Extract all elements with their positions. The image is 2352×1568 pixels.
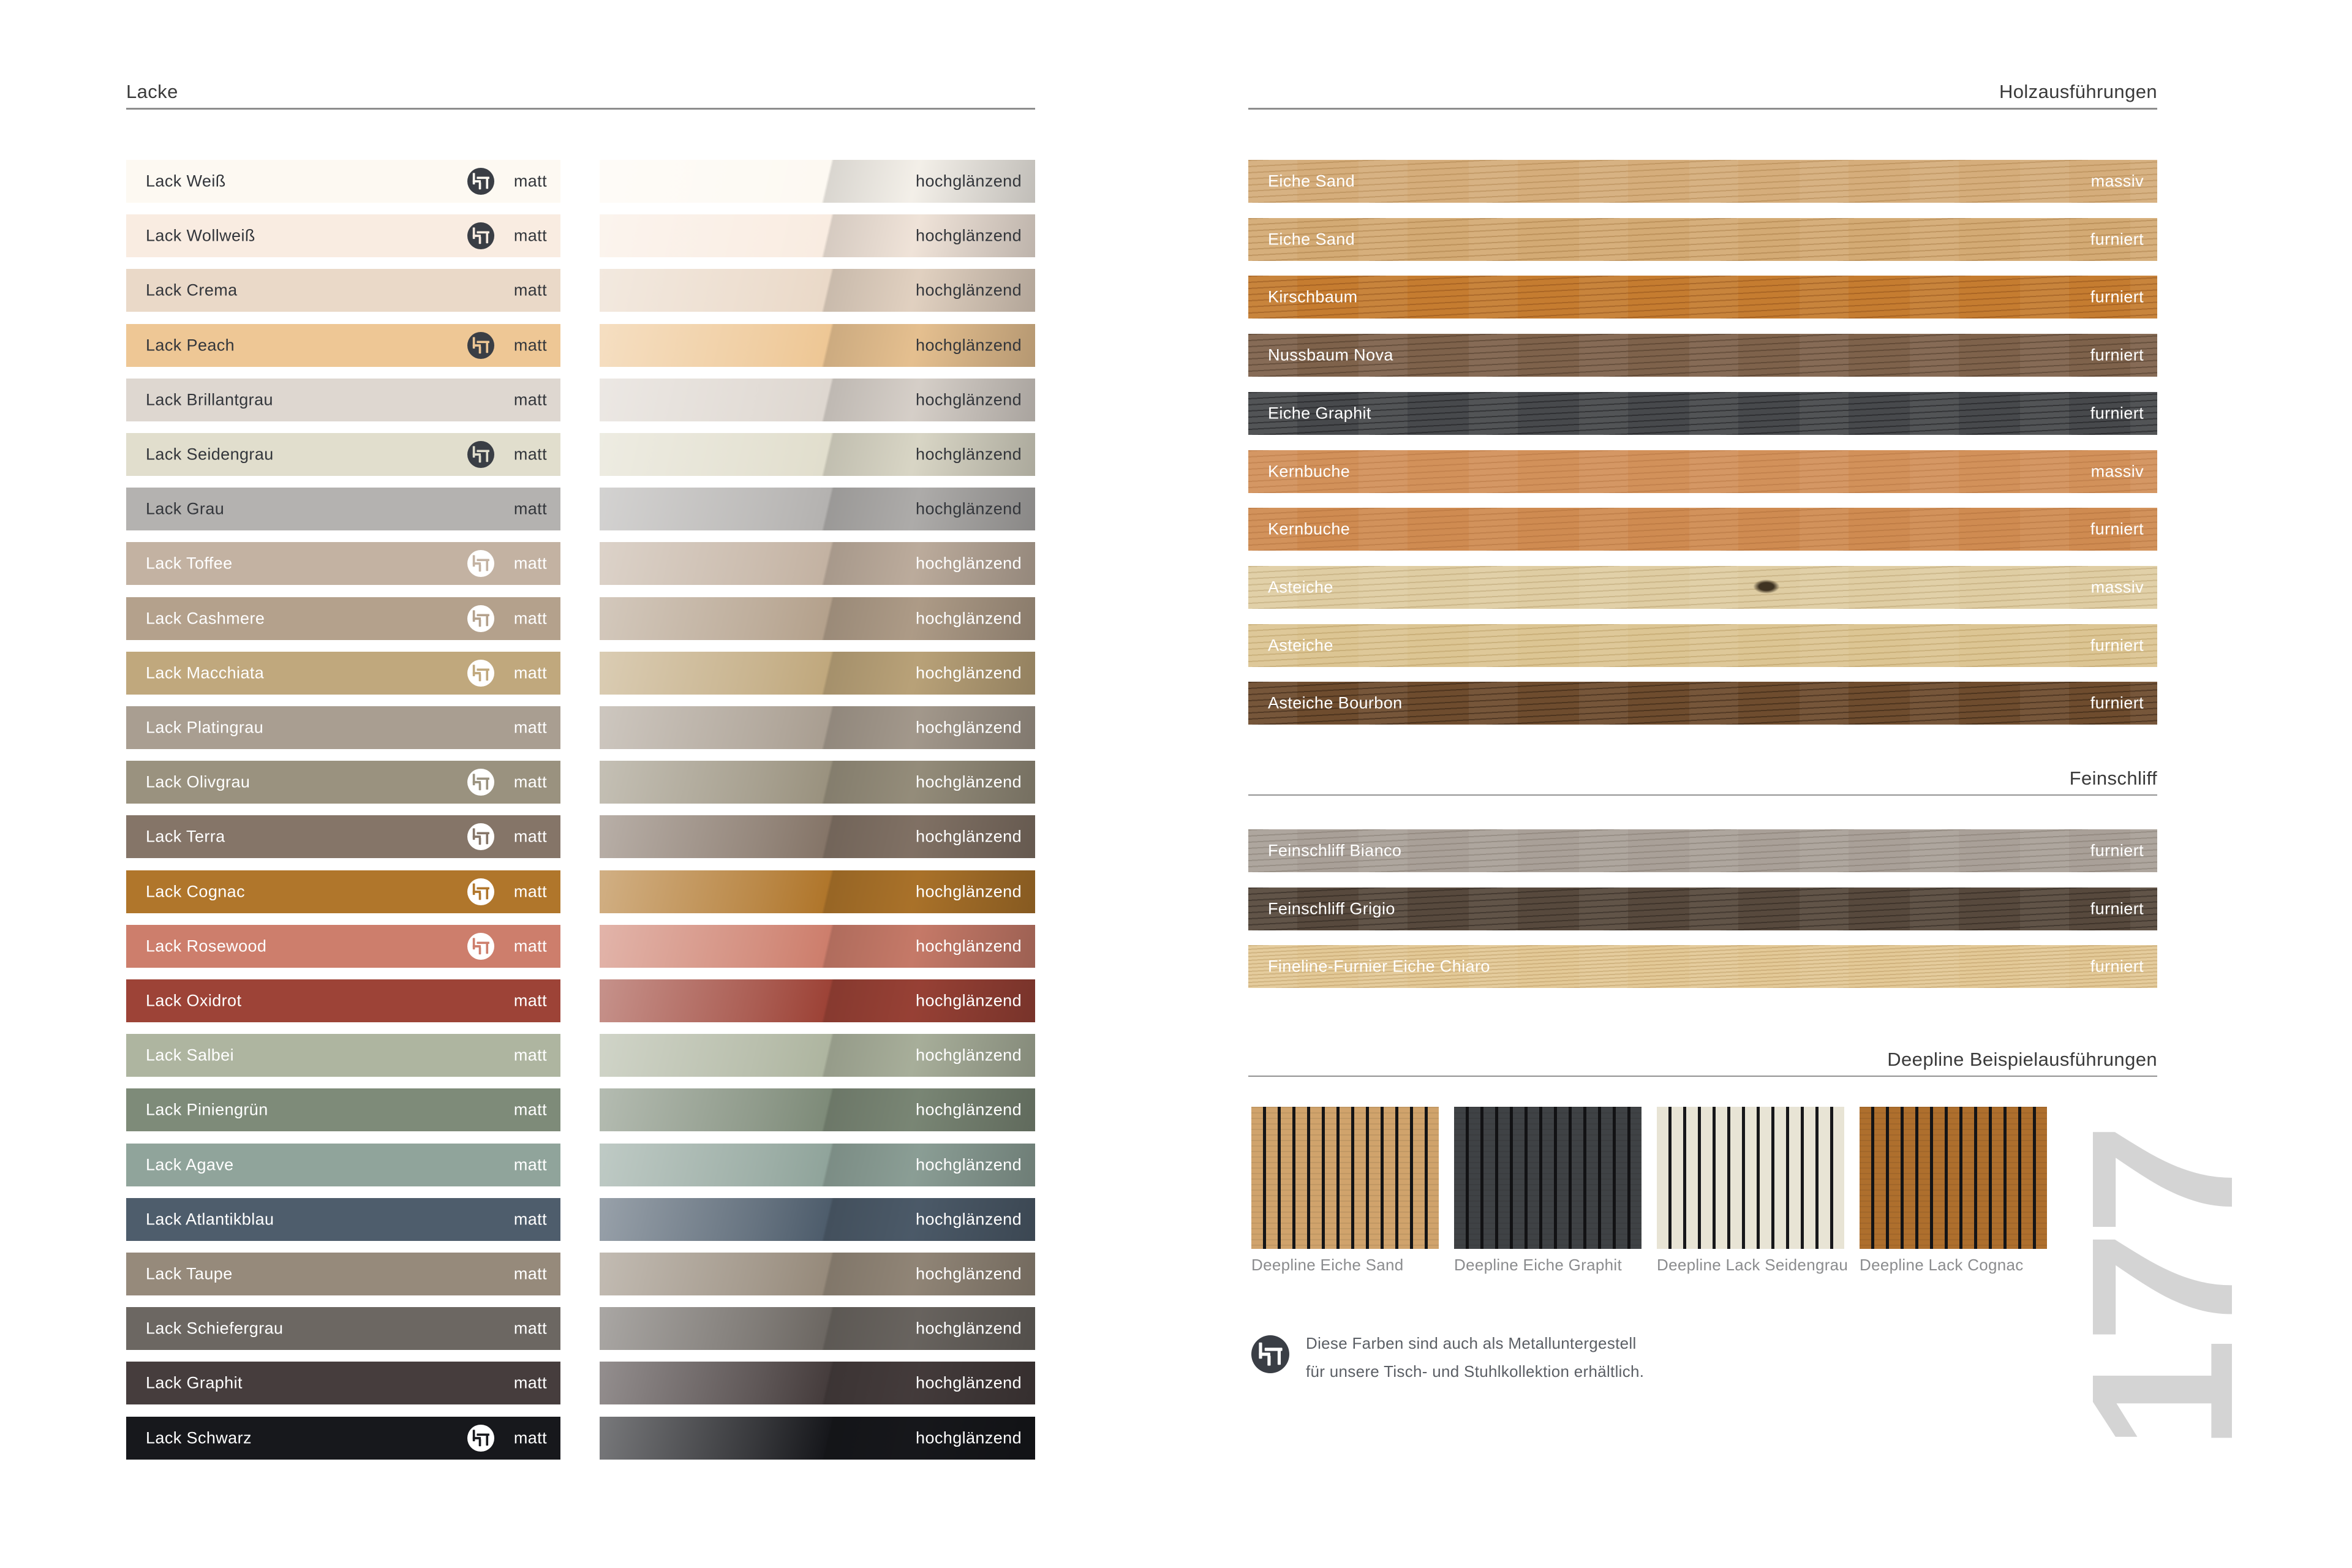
finish-label-matt: matt: [513, 609, 547, 628]
finish-label-gloss: hochglänzend: [916, 1373, 1022, 1392]
wood-name: Kernbuche: [1268, 462, 1351, 481]
lack-swatch-matt: [126, 761, 560, 804]
page-number: 177: [2049, 1128, 2275, 1451]
wood-swatch: [1248, 160, 2157, 203]
chair-table-icon: [467, 605, 494, 632]
chair-table-icon: [467, 878, 494, 905]
chair-table-icon: [467, 550, 494, 577]
finish-label-matt: matt: [513, 281, 547, 300]
lack-name: Lack Oxidrot: [146, 991, 242, 1010]
finish-label-matt: matt: [513, 172, 547, 190]
finish-label-matt: matt: [513, 718, 547, 737]
lack-name: Lack Platingrau: [146, 718, 264, 737]
lack-swatch-gloss: [600, 214, 1035, 257]
lack-swatch-matt: [126, 652, 560, 695]
finish-label-gloss: hochglänzend: [916, 226, 1022, 245]
finish-label-gloss: hochglänzend: [916, 772, 1022, 791]
finish-label-matt: matt: [513, 499, 547, 518]
lack-swatch-matt: [126, 488, 560, 530]
wood-swatch: [1248, 334, 2157, 377]
feinschliff-swatch: [1248, 888, 2157, 930]
finish-label-gloss: hochglänzend: [916, 609, 1022, 628]
wood-swatch: [1248, 276, 2157, 318]
finish-label-matt: matt: [513, 336, 547, 355]
finish-label-matt: matt: [513, 937, 547, 956]
deepline-swatch: [1657, 1107, 1844, 1249]
chair-table-icon: [467, 769, 494, 796]
chair-table-icon: [467, 1425, 494, 1452]
lack-name: Lack Wollweiß: [146, 226, 255, 245]
lack-name: Lack Olivgrau: [146, 772, 251, 791]
finish-label-matt: matt: [513, 390, 547, 409]
left-header-rule: [126, 108, 1035, 110]
wood-finish-label: furniert: [2090, 841, 2144, 860]
lack-name: Lack Grau: [146, 499, 225, 518]
lack-swatch-gloss: [600, 324, 1035, 367]
lack-name: Lack Peach: [146, 336, 235, 355]
chair-table-icon: [467, 933, 494, 960]
chair-table-icon: [467, 660, 494, 687]
lack-name: Lack Taupe: [146, 1264, 233, 1283]
lack-swatch-gloss: [600, 1198, 1035, 1241]
wood-finish-label: furniert: [2090, 404, 2144, 423]
lack-swatch-gloss: [600, 597, 1035, 640]
lack-name: Lack Cognac: [146, 882, 245, 901]
chair-table-icon: [1251, 1335, 1289, 1373]
finish-label-matt: matt: [513, 445, 547, 464]
finish-label-gloss: hochglänzend: [916, 172, 1022, 190]
lack-name: Lack Graphit: [146, 1373, 243, 1392]
left-column-header: Lacke: [126, 81, 178, 102]
finish-label-gloss: hochglänzend: [916, 499, 1022, 518]
wood-finish-label: massiv: [2090, 172, 2144, 190]
lack-swatch-matt: [126, 379, 560, 421]
lack-swatch-gloss: [600, 761, 1035, 804]
finish-label-matt: matt: [513, 1100, 547, 1119]
wood-swatch: [1248, 566, 2157, 609]
wood-finish-label: furniert: [2090, 287, 2144, 306]
finish-label-matt: matt: [513, 1210, 547, 1229]
lack-swatch-gloss: [600, 269, 1035, 312]
wood-finish-label: furniert: [2090, 957, 2144, 976]
deepline-caption: Deepline Eiche Graphit: [1454, 1256, 1622, 1274]
lack-name: Lack Salbei: [146, 1046, 234, 1065]
wood-swatch: [1248, 392, 2157, 435]
wood-name: Kirschbaum: [1268, 287, 1358, 306]
lack-name: Lack Cashmere: [146, 609, 265, 628]
wood-finish-label: furniert: [2090, 345, 2144, 364]
right-column-header: Holzausführungen: [1999, 81, 2157, 102]
finish-label-gloss: hochglänzend: [916, 718, 1022, 737]
feinschliff-header: Feinschliff: [2069, 767, 2157, 789]
wood-name: Eiche Sand: [1268, 172, 1355, 190]
lack-swatch-matt: [126, 1144, 560, 1186]
wood-name: Fineline-Furnier Eiche Chiaro: [1268, 957, 1490, 976]
finish-label-matt: matt: [513, 1373, 547, 1392]
finish-label-matt: matt: [513, 991, 547, 1010]
lack-name: Lack Piniengrün: [146, 1100, 268, 1119]
wood-name: Feinschliff Bianco: [1268, 841, 1402, 860]
wood-name: Asteiche: [1268, 636, 1333, 655]
finish-label-matt: matt: [513, 226, 547, 245]
lack-swatch-gloss: [600, 1417, 1035, 1460]
wood-name: Eiche Sand: [1268, 230, 1355, 249]
finish-label-gloss: hochglänzend: [916, 445, 1022, 464]
lack-swatch-matt: [126, 433, 560, 476]
finish-label-matt: matt: [513, 827, 547, 846]
lack-name: Lack Seidengrau: [146, 445, 274, 464]
lack-swatch-matt: [126, 1198, 560, 1241]
deepline-swatch: [1251, 1107, 1439, 1249]
deepline-swatch: [1454, 1107, 1642, 1249]
lack-name: Lack Macchiata: [146, 663, 265, 682]
lack-swatch-gloss: [600, 488, 1035, 530]
finish-label-matt: matt: [513, 1046, 547, 1065]
feinschliff-swatch: [1248, 945, 2157, 988]
lack-swatch-matt: [126, 160, 560, 203]
lack-swatch-matt: [126, 925, 560, 968]
lack-swatch-gloss: [600, 979, 1035, 1022]
wood-name: Asteiche: [1268, 578, 1333, 597]
chair-table-icon: [467, 168, 494, 195]
lack-swatch-gloss: [600, 706, 1035, 749]
lack-swatch-gloss: [600, 433, 1035, 476]
lack-name: Lack Toffee: [146, 554, 233, 573]
finish-label-gloss: hochglänzend: [916, 882, 1022, 901]
chair-table-icon: [467, 441, 494, 468]
wood-swatch: [1248, 682, 2157, 725]
finish-label-gloss: hochglänzend: [916, 1319, 1022, 1338]
lack-name: Lack Agave: [146, 1155, 234, 1174]
lack-swatch-matt: [126, 870, 560, 913]
lack-swatch-matt: [126, 1417, 560, 1460]
lack-swatch-gloss: [600, 1034, 1035, 1077]
deepline-rule: [1248, 1076, 2157, 1077]
finish-label-matt: matt: [513, 882, 547, 901]
finish-label-gloss: hochglänzend: [916, 663, 1022, 682]
lack-swatch-gloss: [600, 652, 1035, 695]
finish-label-gloss: hochglänzend: [916, 1428, 1022, 1447]
finish-label-matt: matt: [513, 772, 547, 791]
wood-name: Eiche Graphit: [1268, 404, 1371, 423]
finish-label-matt: matt: [513, 1155, 547, 1174]
wood-finish-label: massiv: [2090, 462, 2144, 481]
finish-label-matt: matt: [513, 1428, 547, 1447]
note-line-2: für unsere Tisch- und Stuhlkollektion erhältlich.: [1306, 1362, 1645, 1381]
wood-name: Nussbaum Nova: [1268, 345, 1393, 364]
lack-name: Lack Atlantikblau: [146, 1210, 274, 1229]
finish-label-gloss: hochglänzend: [916, 991, 1022, 1010]
deepline-caption: Deepline Lack Cognac: [1860, 1256, 2024, 1274]
lack-swatch-gloss: [600, 379, 1035, 421]
finish-label-gloss: hochglänzend: [916, 827, 1022, 846]
lack-swatch-gloss: [600, 1253, 1035, 1295]
wood-finish-label: furniert: [2090, 899, 2144, 918]
lack-swatch-matt: [126, 706, 560, 749]
wood-name: Feinschliff Grigio: [1268, 899, 1395, 918]
finish-label-gloss: hochglänzend: [916, 937, 1022, 956]
lack-swatch-matt: [126, 597, 560, 640]
lack-swatch-gloss: [600, 1362, 1035, 1404]
chair-table-icon: [467, 222, 494, 249]
lack-swatch-matt: [126, 542, 560, 585]
finish-label-matt: matt: [513, 1319, 547, 1338]
lack-name: Lack Schwarz: [146, 1428, 252, 1447]
right-header-rule: [1248, 108, 2157, 110]
lack-swatch-matt: [126, 1307, 560, 1350]
lack-swatch-gloss: [600, 1088, 1035, 1131]
lack-name: Lack Terra: [146, 827, 225, 846]
finish-label-gloss: hochglänzend: [916, 1155, 1022, 1174]
lack-swatch-gloss: [600, 1307, 1035, 1350]
lack-swatch-gloss: [600, 160, 1035, 203]
wood-name: Asteiche Bourbon: [1268, 693, 1403, 712]
lack-swatch-matt: [126, 324, 560, 367]
finish-label-gloss: hochglänzend: [916, 1100, 1022, 1119]
lack-swatch-gloss: [600, 815, 1035, 858]
finish-label-gloss: hochglänzend: [916, 1264, 1022, 1283]
lack-swatch-matt: [126, 815, 560, 858]
wood-finish-label: furniert: [2090, 230, 2144, 249]
lack-swatch-matt: [126, 1034, 560, 1077]
lack-name: Lack Brillantgrau: [146, 390, 273, 409]
chair-table-icon: [467, 823, 494, 850]
wood-finish-label: massiv: [2090, 578, 2144, 597]
wood-swatch: [1248, 218, 2157, 261]
lack-swatch-matt: [126, 214, 560, 257]
lack-swatch-gloss: [600, 542, 1035, 585]
lack-swatch-gloss: [600, 870, 1035, 913]
wood-finish-label: furniert: [2090, 519, 2144, 538]
lack-name: Lack Crema: [146, 281, 238, 300]
feinschliff-rule: [1248, 794, 2157, 796]
feinschliff-swatch: [1248, 829, 2157, 872]
finish-label-matt: matt: [513, 663, 547, 682]
deepline-caption: Deepline Lack Seidengrau: [1657, 1256, 1849, 1274]
lack-name: Lack Schiefergrau: [146, 1319, 284, 1338]
lack-name: Lack Weiß: [146, 172, 226, 190]
lack-swatch-matt: [126, 979, 560, 1022]
lack-swatch-gloss: [600, 925, 1035, 968]
finish-label-gloss: hochglänzend: [916, 281, 1022, 300]
wood-name: Kernbuche: [1268, 519, 1351, 538]
lack-swatch-matt: [126, 1253, 560, 1295]
finish-label-gloss: hochglänzend: [916, 554, 1022, 573]
deepline-header: Deepline Beispielausführungen: [1887, 1049, 2157, 1070]
finish-label-matt: matt: [513, 554, 547, 573]
wood-finish-label: furniert: [2090, 693, 2144, 712]
finish-label-matt: matt: [513, 1264, 547, 1283]
deepline-caption: Deepline Eiche Sand: [1251, 1256, 1404, 1274]
wood-finish-label: furniert: [2090, 636, 2144, 655]
wood-swatch: [1248, 450, 2157, 493]
lack-swatch-matt: [126, 1088, 560, 1131]
deepline-swatch: [1860, 1107, 2047, 1249]
finish-label-gloss: hochglänzend: [916, 390, 1022, 409]
finish-label-gloss: hochglänzend: [916, 1210, 1022, 1229]
chair-table-icon: [467, 332, 494, 359]
wood-swatch: [1248, 624, 2157, 667]
finish-label-gloss: hochglänzend: [916, 1046, 1022, 1065]
note-line-1: Diese Farben sind auch als Metalluntergestell: [1306, 1334, 1637, 1352]
lack-swatch-gloss: [600, 1144, 1035, 1186]
finish-label-gloss: hochglänzend: [916, 336, 1022, 355]
lack-swatch-matt: [126, 269, 560, 312]
wood-swatch: [1248, 508, 2157, 551]
lack-name: Lack Rosewood: [146, 937, 267, 956]
lack-swatch-matt: [126, 1362, 560, 1404]
